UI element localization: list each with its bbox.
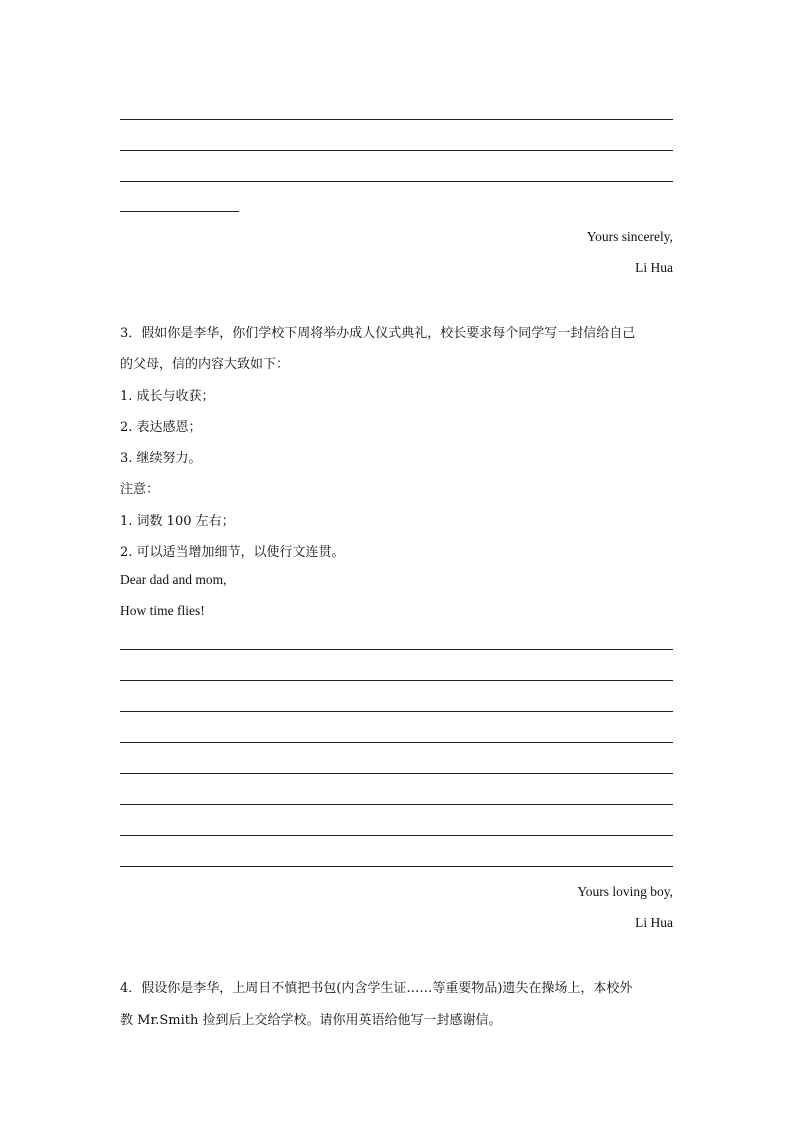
- question-4-prompt-line-2: 教 Mr.Smith 捡到后上交给学校。请你用英语给他写一封感谢信。: [120, 1013, 502, 1028]
- answer-line-short: [120, 211, 239, 212]
- question-3-note-label: 注意：: [120, 482, 160, 497]
- answer-line: [120, 866, 673, 867]
- question-4-prompt-line-1: 4．假设你是李华，上周日不慎把书包(内含学生证……等重要物品)遗失在操场上，本校外: [120, 981, 633, 996]
- answer-line: [120, 680, 673, 681]
- answer-line: [120, 742, 673, 743]
- answer-line: [120, 649, 673, 650]
- question-3-closing: Yours loving boy,: [577, 884, 673, 899]
- answer-line: [120, 150, 673, 151]
- question-3-point-3: 3. 继续努力。: [120, 451, 202, 466]
- answer-line: [120, 835, 673, 836]
- question-3-signature: Li Hua: [635, 915, 673, 930]
- question-3-salutation: Dear dad and mom,: [120, 572, 227, 587]
- answer-line: [120, 181, 673, 182]
- answer-line: [120, 711, 673, 712]
- question-3-point-2: 2. 表达感恩；: [120, 420, 202, 435]
- question-3-prompt-line-2: 的父母，信的内容大致如下：: [120, 357, 290, 372]
- answer-line: [120, 119, 673, 120]
- question-3-prompt-line-1: 3．假如你是李华，你们学校下周将举办成人仪式典礼，校长要求每个同学写一封信给自己: [120, 326, 636, 341]
- question-3-opening: How time flies!: [120, 603, 205, 618]
- answer-line: [120, 804, 673, 805]
- letter-closing: Yours sincerely,: [586, 229, 673, 244]
- question-3-note-2: 2. 可以适当增加细节，以使行文连贯。: [120, 545, 345, 560]
- letter-signature: Li Hua: [635, 260, 673, 275]
- question-3-note-1: 1. 词数 100 左右；: [120, 514, 235, 529]
- answer-line: [120, 773, 673, 774]
- question-3-point-1: 1. 成长与收获；: [120, 389, 215, 404]
